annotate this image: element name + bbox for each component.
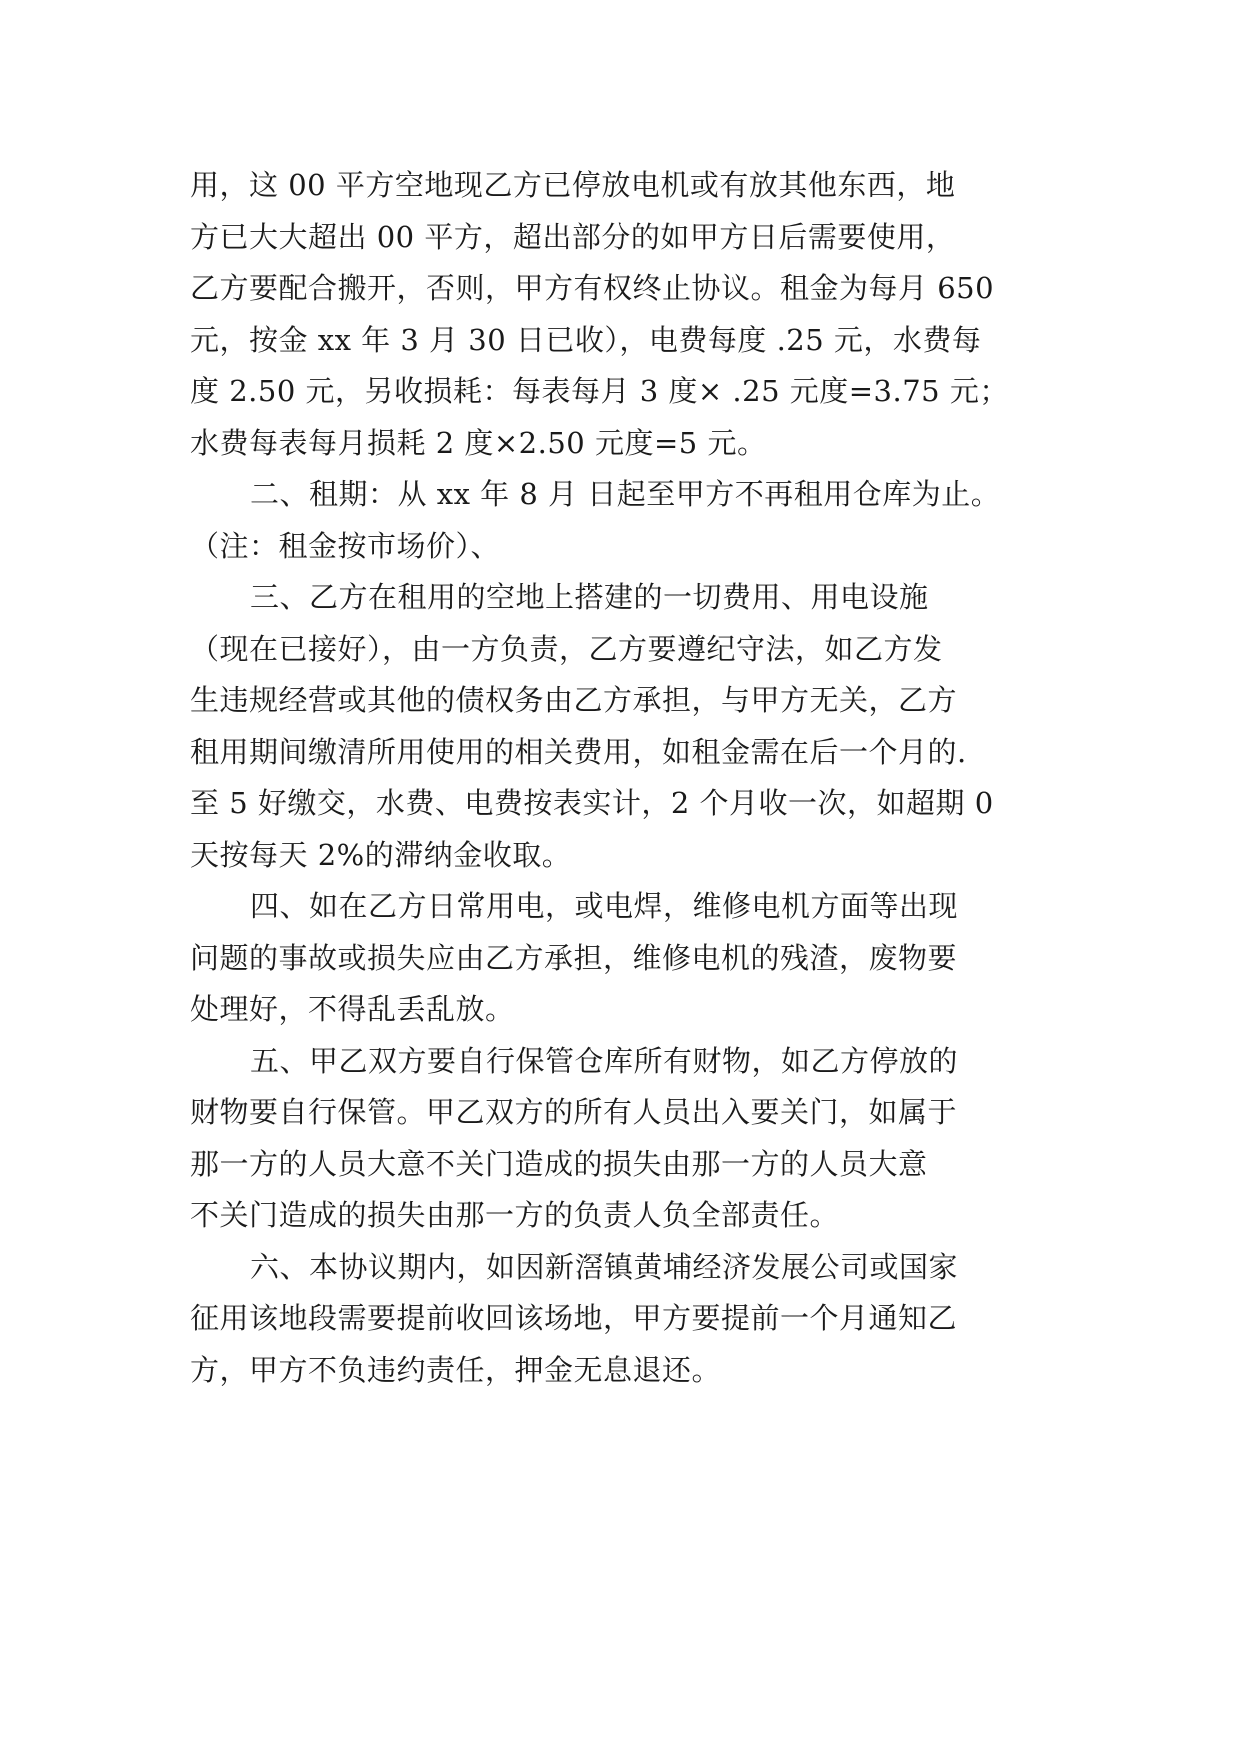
text-line: 至 5 好缴交，水费、电费按表实计，2 个月收一次，如超期 0 xyxy=(190,786,994,820)
text-line: （注：租金按市场价）、 xyxy=(190,528,501,563)
text-line: 方已大大超出 00 平方，超出部分的如甲方日后需要使用， xyxy=(190,219,956,254)
text-line: 水费每表每月损耗 2 度×2.50 元度=5 元。 xyxy=(190,425,767,460)
text-line: 财物要自行保管。甲乙双方的所有人员出入要关门，如属于 xyxy=(190,1095,958,1129)
text-line: 元，按金 xx 年 3 月 30 日已收），电费每度 .25 元，水费每 xyxy=(190,322,982,357)
paragraph-property-custody xyxy=(190,1036,1050,1242)
document-body xyxy=(190,160,1050,1396)
text-line: 度 2.50 元，另收损耗：每表每月 3 度× .25 元度=3.75 元； xyxy=(190,374,1009,408)
paragraph-early-termination xyxy=(190,1242,1050,1397)
paragraph-liability xyxy=(190,881,1050,1036)
text-line: 六、本协议期内，如因新滘镇黄埔经济发展公司或国家 xyxy=(250,1249,959,1284)
text-line: 用，这 00 平方空地现乙方已停放电机或有放其他东西，地 xyxy=(190,168,956,202)
text-line: 不关门造成的损失由那一方的负责人负全部责任。 xyxy=(190,1198,840,1232)
text-line: 乙方要配合搬开，否则，甲方有权终止协议。租金为每月 650 xyxy=(190,271,995,305)
text-line: 租用期间缴清所用使用的相关费用，如租金需在后一个月的. xyxy=(190,734,967,769)
text-line: 处理好，不得乱丢乱放。 xyxy=(190,992,515,1026)
text-line: 四、如在乙方日常用电，或电焊，维修电机方面等出现 xyxy=(250,889,959,923)
text-line: 那一方的人员大意不关门造成的损失由那一方的人员大意 xyxy=(190,1146,928,1181)
text-line: （现在已接好），由一方负责，乙方要遵纪守法，如乙方发 xyxy=(190,631,943,666)
text-line: 三、乙方在租用的空地上搭建的一切费用、用电设施 xyxy=(250,580,929,614)
paragraph-rent-terms xyxy=(190,160,1050,469)
paragraph-construction-costs xyxy=(190,572,1050,881)
paragraph-lease-period xyxy=(190,469,1050,572)
text-line: 方，甲方不负违约责任，押金无息退还。 xyxy=(190,1352,722,1387)
text-line: 天按每天 2%的滞纳金收取。 xyxy=(190,837,572,872)
text-line: 征用该地段需要提前收回该场地，甲方要提前一个月通知乙 xyxy=(190,1301,958,1335)
text-line: 五、甲乙双方要自行保管仓库所有财物，如乙方停放的 xyxy=(250,1043,959,1078)
text-line: 二、租期：从 xx 年 8 月 日起至甲方不再租用仓库为止。 xyxy=(250,477,1001,511)
text-line: 问题的事故或损失应由乙方承担，维修电机的残渣，废物要 xyxy=(190,940,958,975)
text-line: 生违规经营或其他的债权务由乙方承担，与甲方无关，乙方 xyxy=(190,683,958,717)
